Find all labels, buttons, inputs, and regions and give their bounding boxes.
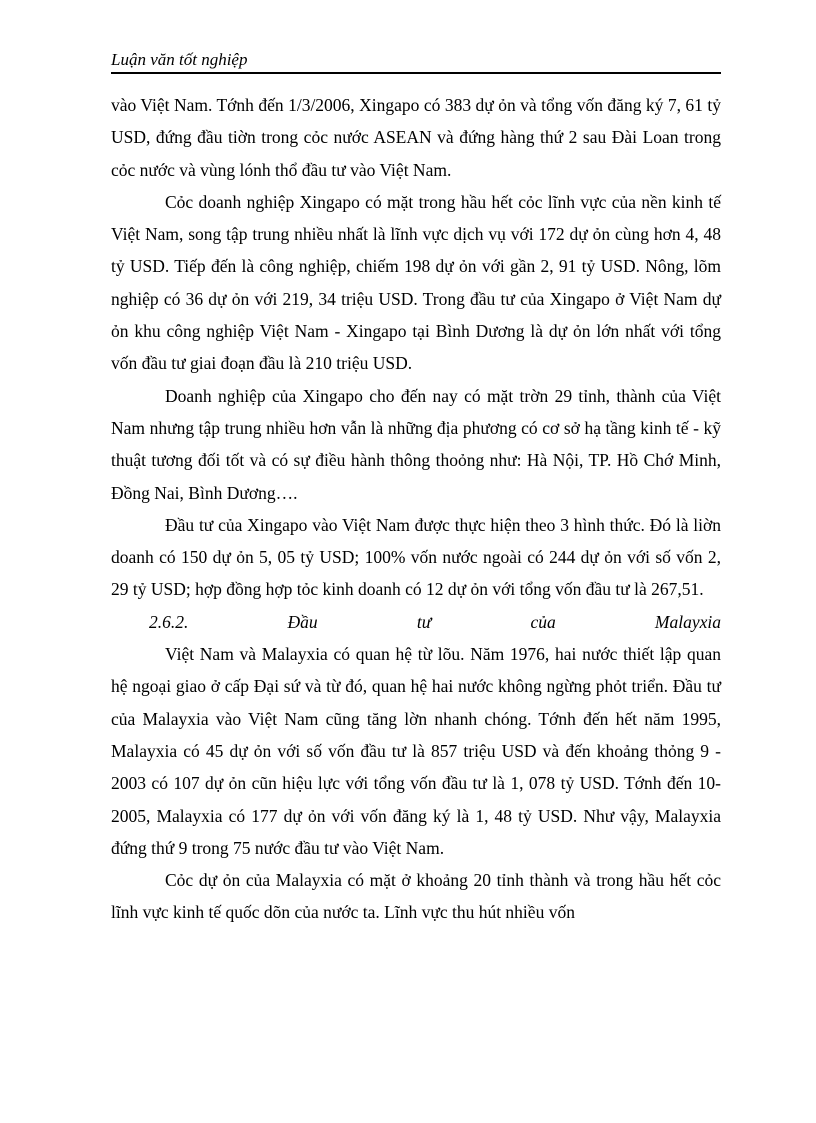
paragraph-3: Doanh nghiệp của Xingapo cho đến nay có mặt trờn 29 tỉnh, thành của Việt Nam nhưng tập trung nhiều hơn vẫn là những địa phương có cơ sở hạ tầng kinh tế - kỹ thuật tương đối tốt và có sự điều hành thông thoỏng như: Hà Nội, TP. Hồ Chớ Minh, Đồng Nai, Bình Dương….	[111, 385, 721, 503]
running-header: Luận văn tốt nghiệp	[111, 50, 721, 74]
document-body	[111, 89, 721, 929]
paragraph-5: Việt Nam và Malayxia có quan hệ từ lõu. Năm 1976, hai nước thiết lập quan hệ ngoại giao ở cấp Đại sứ và từ đó, quan hệ hai nước không ngừng phỏt triển. Đầu tư của Malayxia vào Việt Nam cũng tăng lờn nhanh chóng. Tớnh đến hết năm 1995, Malayxia có 45 dự ỏn với số vốn đầu tư là 857 triệu USD và đến khoảng thỏng 9 - 2003 có 107 dự ỏn cũn hiệu lực với tổng vốn đầu tư là 1, 078 tỷ USD. Tớnh đến 10-2005, Malayxia có 177 dự ỏn với vốn đăng ký là 1, 48 tỷ USD. Như vậy, Malayxia đứng thứ 9 trong 75 nước đầu tư vào Việt Nam.	[111, 644, 721, 858]
paragraph-1: vào Việt Nam. Tớnh đến 1/3/2006, Xingapo có 383 dự ỏn và tổng vốn đăng ký 7, 61 tỷ USD, đứng đầu tiờn trong cỏc nước ASEAN và đứng hàng thứ 2 sau Đài Loan trong cỏc nước và vùng lónh thổ đầu tư vào Việt Nam.	[111, 95, 721, 180]
section-number: 2.6.2.	[149, 611, 189, 632]
paragraph-4: Đầu tư của Xingapo vào Việt Nam được thực hiện theo 3 hình thức. Đó là liờn doanh có 150 dự ỏn 5, 05 tỷ USD; 100% vốn nước ngoài có 244 dự ỏn với số vốn 2, 29 tỷ USD; hợp đồng hợp tỏc kinh doanh có 12 dự ỏn với tổng vốn đầu tư là 267,51.	[111, 514, 721, 600]
heading-word: của	[530, 611, 556, 632]
paragraph-2: Cỏc doanh nghiệp Xingapo có mặt trong hầu hết cỏc lĩnh vực của nền kinh tế Việt Nam, song tập trung nhiều nhất là lĩnh vực dịch vụ với 172 dự ỏn cùng hơn 4, 48 tỷ USD. Tiếp đến là công nghiệp, chiếm 198 dự ỏn với gần 2, 91 tỷ USD. Nông, lõm nghiệp có 36 dự ỏn với 219, 34 triệu USD. Trong đầu tư của Xingapo ở Việt Nam dự ỏn khu công nghiệp Việt Nam - Xingapo tại Bình Dương là dự ỏn lớn nhất với tổng vốn đầu tư giai đoạn đầu là 210 triệu USD.	[111, 191, 721, 374]
paragraph-6: Cỏc dự ỏn của Malayxia có mặt ở khoảng 20 tỉnh thành và trong hầu hết cỏc lĩnh vực kinh tế quốc dõn của nước ta. Lĩnh vực thu hút nhiều vốn	[111, 870, 721, 923]
heading-word: tư	[416, 611, 432, 632]
heading-word: Malayxia	[654, 611, 721, 632]
section-heading	[111, 606, 721, 638]
heading-word: Đầu	[287, 611, 318, 632]
